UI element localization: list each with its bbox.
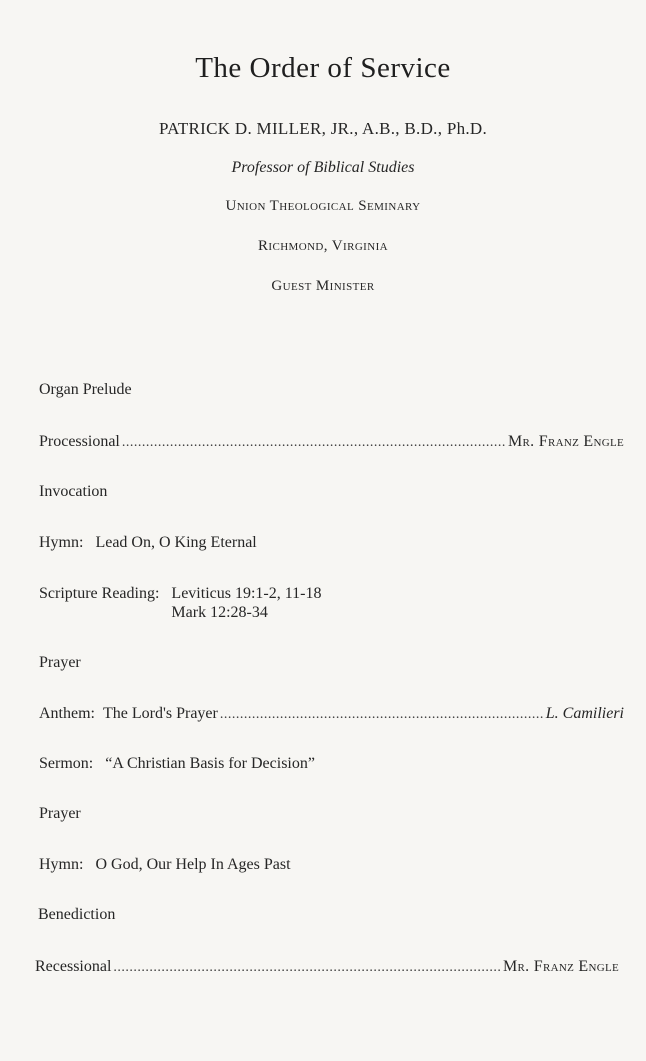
service-item-anthem [39, 705, 624, 723]
hymn-label: Hymn: [39, 534, 84, 551]
hymn-title: O God, Our Help In Ages Past [95, 856, 291, 873]
anthem-title: The Lord's Prayer [103, 705, 218, 722]
page-title: The Order of Service [195, 52, 451, 84]
service-item-prayer-1: Prayer [39, 654, 81, 671]
hymn-title: Lead On, O King Eternal [95, 534, 257, 551]
service-item-recessional [35, 958, 619, 976]
dot-leader [113, 960, 501, 976]
service-item-sermon [39, 755, 315, 773]
service-item-organ-prelude: Organ Prelude [39, 381, 132, 398]
service-item-benediction: Benediction [38, 906, 116, 923]
service-item-invocation: Invocation [39, 483, 108, 500]
minister-title: Professor of Biblical Studies [231, 159, 415, 176]
recessional-performer: Mr. Franz Engle [502, 958, 619, 975]
scripture-reading-1: Leviticus 19:1-2, 11-18 [171, 585, 322, 602]
sermon-label: Sermon: [39, 755, 94, 772]
recessional-label: Recessional [35, 958, 112, 975]
dot-leader [122, 435, 506, 451]
dot-leader [220, 707, 544, 723]
service-item-hymn-1 [39, 534, 257, 552]
institution-location: Richmond, Virginia [258, 238, 388, 254]
institution-name: Union Theological Seminary [225, 198, 421, 214]
service-item-prayer-2: Prayer [39, 805, 81, 822]
service-item-hymn-2 [39, 856, 291, 874]
hymn-label: Hymn: [39, 856, 84, 873]
processional-label: Processional [39, 433, 120, 450]
scripture-label: Scripture Reading: [39, 585, 160, 602]
scripture-readings [171, 584, 321, 622]
anthem-composer: L. Camilieri [545, 705, 624, 722]
minister-name: PATRICK D. MILLER, JR., A.B., B.D., Ph.D. [158, 119, 488, 138]
service-item-processional [39, 433, 624, 451]
service-item-scripture [39, 584, 321, 622]
minister-role: Guest Minister [271, 278, 375, 294]
anthem-label: Anthem: [39, 705, 95, 722]
processional-performer: Mr. Franz Engle [507, 433, 624, 450]
sermon-title: “A Christian Basis for Decision” [105, 755, 315, 772]
scripture-reading-2: Mark 12:28-34 [171, 604, 268, 621]
